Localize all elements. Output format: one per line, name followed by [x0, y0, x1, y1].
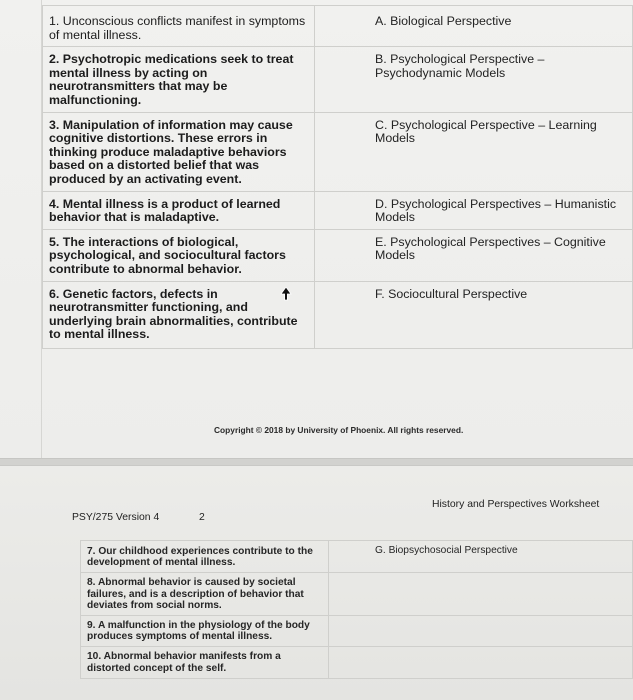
answer-cell — [329, 616, 633, 647]
table-row — [43, 229, 633, 281]
table-row — [43, 112, 633, 191]
table-row — [43, 281, 633, 348]
mouse-pointer-icon — [280, 287, 292, 301]
statement-cell: 1. Unconscious conflicts manifest in symptoms of mental illness. — [43, 6, 315, 47]
answer-cell — [329, 573, 633, 616]
statement-cell: 7. Our childhood experiences contribute to the development of mental illness. — [81, 541, 329, 573]
answer-cell: D. Psychological Perspectives – Humanistic Models — [315, 191, 633, 229]
statement-cell: 8. Abnormal behavior is caused by societal failures, and is a description of behavior that deviates from social norms. — [81, 573, 329, 616]
page-break — [0, 458, 633, 466]
statement-cell: 2. Psychotropic medications seek to treat mental illness by acting on neurotransmitters that may be malfunctioning. — [43, 47, 315, 112]
matching-table-top — [42, 5, 633, 349]
page-margin — [0, 0, 42, 458]
answer-cell — [329, 647, 633, 678]
answer-cell: C. Psychological Perspective – Learning Models — [315, 112, 633, 191]
table-row — [81, 573, 633, 616]
answer-cell: E. Psychological Perspectives – Cognitive Models — [315, 229, 633, 281]
answer-cell: G. Biopsychosocial Perspective — [329, 541, 633, 573]
table-row — [43, 191, 633, 229]
statement-cell: 10. Abnormal behavior manifests from a distorted concept of the self. — [81, 647, 329, 678]
statement-cell: 3. Manipulation of information may cause cognitive distortions. These errors in thinking produce maladaptive behaviors based on a distorted belief that was produced by an activating event. — [43, 112, 315, 191]
statement-cell: 6. Genetic factors, defects in neurotransmitter functioning, and underlying brain abnormalities, contribute to mental illness. — [43, 281, 315, 348]
worksheet-title: History and Perspectives Worksheet — [432, 499, 600, 510]
table-row — [81, 541, 633, 573]
table-row — [81, 647, 633, 678]
statement-cell: 9. A malfunction in the physiology of the body produces symptoms of mental illness. — [81, 616, 329, 647]
table-row — [43, 47, 633, 112]
page-number: 2 — [199, 512, 205, 523]
matching-table-bottom — [80, 540, 633, 679]
table-row — [43, 6, 633, 47]
answer-cell: F. Sociocultural Perspective — [315, 281, 633, 348]
answer-cell: B. Psychological Perspective – Psychodynamic Models — [315, 47, 633, 112]
statement-cell: 4. Mental illness is a product of learned behavior that is maladaptive. — [43, 191, 315, 229]
copyright-notice: Copyright © 2018 by University of Phoenix. All rights reserved. — [214, 425, 464, 435]
answer-cell: A. Biological Perspective — [315, 6, 633, 47]
course-version: PSY/275 Version 4 — [72, 512, 160, 523]
table-row — [81, 616, 633, 647]
statement-cell: 5. The interactions of biological, psychological, and sociocultural factors contribute to abnormal behavior. — [43, 229, 315, 281]
